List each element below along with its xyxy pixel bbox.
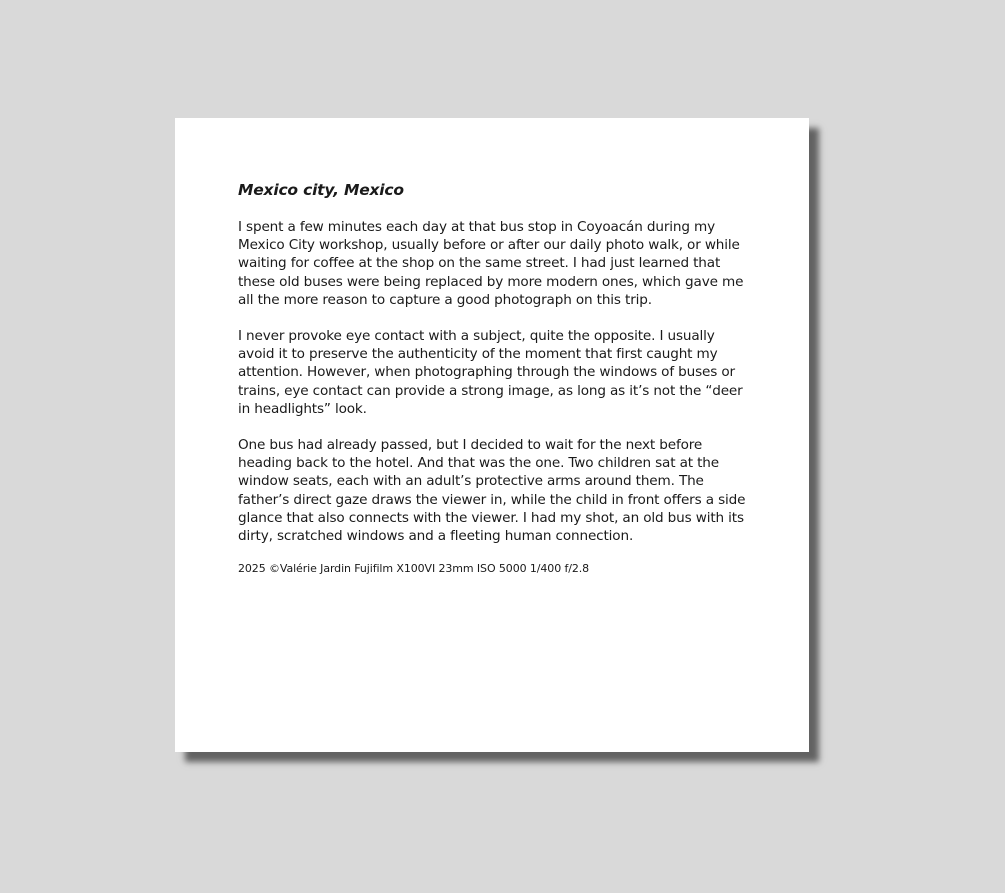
document-card: [175, 118, 809, 752]
paragraph-3: One bus had already passed, but I decided to wait for the next before heading back to the hotel. And that was the one. Two children sat at the window seats, each with an adult’s protective arms around them. The father’s direct gaze draws the viewer in, while the child in front offers a side glance that also connects with the viewer. I had my shot, an old bus with its dirty, scratched windows and a fleeting human connection.: [238, 437, 746, 545]
document-title: Mexico city, Mexico: [238, 181, 404, 199]
paragraph-2: I never provoke eye contact with a subject, quite the opposite. I usually avoid it to preserve the authenticity of the moment that first caught my attention. However, when photographing through the windows of buses or trains, eye contact can provide a strong image, as long as it’s not the “deer in headlights” look.: [238, 328, 743, 417]
document-content: [238, 179, 753, 577]
paragraph-1: I spent a few minutes each day at that bus stop in Coyoacán during my Mexico City workshop, usually before or after our daily photo walk, or while waiting for coffee at the shop on the same street. I had just learned that these old buses were being replaced by more modern ones, which gave me all the more reason to capture a good photograph on this trip.: [238, 219, 744, 308]
photo-credit: 2025 ©Valérie Jardin Fujifilm X100VI 23mm ISO 5000 1/400 f/2.8: [238, 562, 590, 576]
